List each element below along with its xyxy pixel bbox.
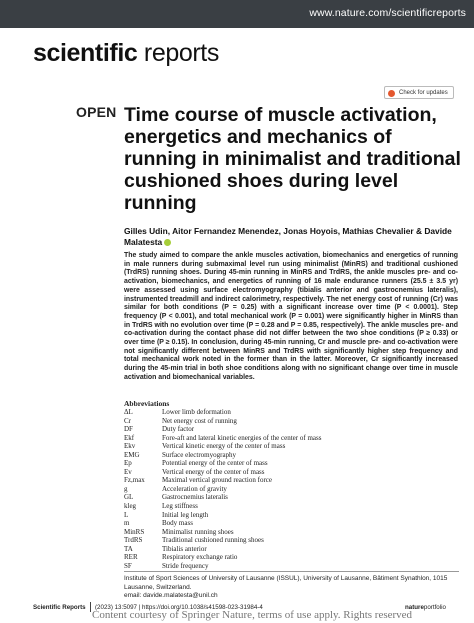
abbreviation-definition: Minimalist running shoes: [162, 527, 234, 536]
crossmark-icon: [388, 90, 395, 97]
abbreviation-definition: Traditional cushioned running shoes: [162, 536, 264, 545]
abbreviation-term: Ekv: [124, 442, 136, 451]
abbreviation-row: [124, 408, 424, 417]
abbreviation-row: [124, 493, 424, 502]
abbreviation-row: [124, 451, 424, 460]
abbreviation-term: g: [124, 484, 128, 493]
abbreviation-definition: Gastrocnemius lateralis: [162, 493, 228, 502]
abbreviations-list: [124, 408, 424, 570]
abbreviation-term: GL: [124, 493, 134, 502]
orcid-icon[interactable]: [164, 239, 171, 246]
abbreviation-definition: Vertical kinetic energy of the center of mass: [162, 442, 286, 451]
abbreviation-term: Fz,max: [124, 476, 145, 485]
abbreviation-definition: Respiratory exchange ratio: [162, 553, 238, 562]
abbreviation-term: MinRS: [124, 527, 145, 536]
abbreviation-term: Ep: [124, 459, 132, 468]
abbreviation-term: Cr: [124, 416, 131, 425]
abbreviation-row: [124, 434, 424, 443]
abbreviation-term: SF: [124, 561, 132, 570]
open-access-label: OPEN: [76, 104, 117, 120]
abbreviation-definition: Duty factor: [162, 425, 195, 434]
abbreviation-definition: Surface electromyography: [162, 450, 237, 459]
abbreviation-definition: Leg stiffness: [162, 502, 198, 511]
abbreviation-row: [124, 553, 424, 562]
abbreviation-definition: Acceleration of gravity: [162, 484, 227, 493]
abbreviation-term: EMG: [124, 450, 140, 459]
abbreviation-definition: Body mass: [162, 519, 193, 528]
abbreviation-definition: Tibialis anterior: [162, 544, 207, 553]
abbreviation-term: L: [124, 510, 129, 519]
corresponding-email[interactable]: email: davide.malatesta@unil.ch: [124, 592, 218, 599]
check-for-updates-button[interactable]: Check for updates: [384, 86, 454, 99]
abbreviation-definition: Vertical energy of the center of mass: [162, 467, 265, 476]
abbreviation-row: [124, 417, 424, 426]
abbreviation-definition: Lower limb deformation: [162, 408, 231, 416]
abbreviation-term: TA: [124, 544, 133, 553]
abbreviation-row: [124, 476, 424, 485]
abbreviation-row: [124, 459, 424, 468]
journal-logo[interactable]: scientific reports: [33, 39, 219, 67]
article-title: Time course of muscle activation, energetics and mechanics of running in minimalist and traditional cushioned shoes during level running: [124, 104, 461, 214]
abbreviation-definition: Stride frequency: [162, 561, 209, 570]
publisher-logo: natureportfolio: [405, 604, 446, 611]
abbreviation-row: [124, 528, 424, 537]
abbreviation-row: [124, 502, 424, 511]
abbreviation-definition: Maximal vertical ground reaction force: [162, 476, 273, 485]
abbreviation-term: m: [124, 519, 130, 528]
abbreviation-row: [124, 519, 424, 528]
top-bar: [0, 0, 474, 28]
abbreviation-row: [124, 468, 424, 477]
abbreviation-term: Ev: [124, 467, 132, 476]
abbreviation-row: [124, 562, 424, 571]
abbreviation-term: kleg: [124, 502, 137, 511]
footer-journal: Scientific Reports: [33, 604, 86, 611]
watermark: Content courtesy of Springer Nature, terms of use apply. Rights reserved: [92, 609, 413, 621]
journal-url[interactable]: www.nature.com/scientificreports: [309, 7, 466, 19]
abbreviation-row: [124, 485, 424, 494]
abbreviation-term: RER: [124, 553, 138, 562]
footer-divider: [90, 602, 91, 612]
author-list: Gilles Udin, Aitor Fernandez Menendez, Jonas Hoyois, Mathias Chevalier & Davide Malatesta: [124, 226, 452, 247]
footer-citation[interactable]: (2023) 13:5097 | https://doi.org/10.1038/s41598-023-31984-4: [95, 604, 263, 611]
abbreviation-term: DF: [124, 425, 133, 434]
affiliation: Institute of Sport Sciences of University of Lausanne (ISSUL), University of Lausanne, Bâtiment Synathlon, 1015 Lausanne, Switzerland. email: davide.malatesta@unil.ch: [124, 571, 459, 601]
abbreviation-term: ΔL: [124, 408, 133, 416]
abbreviation-definition: Fore-aft and lateral kinetic energies of the center of mass: [162, 433, 322, 442]
abbreviation-definition: Net energy cost of running: [162, 416, 237, 425]
abstract: The study aimed to compare the ankle muscles activation, biomechanics and energetics of running in male runners during submaximal level run using minimalist (MinRS) and traditional cushioned (TrdRS) running shoes. During 45-min running in MinRS and TrdRS, the ankle muscles pre- and co-activation, biomechanics, and energetics of running of 16 male endurance runners (25.5 ± 3.5 yr) were assessed using surface electromyography (tibialis anterior and gastrocnemius lateralis), instrumented treadmill and indirect calorimetry, respectively. The net energy cost of running (Cr) was similar for both conditions (P = 0.25) with a significant increase over time (P < 0.0001). Step frequency (P < 0.001), and total mechanical work (P = 0.001) were significantly higher in MinRS than in TrdRS with no evolution over time (P = 0.28 and P = 0.85, respectively). The ankle muscles pre- and co-activation during the contact phase did not differ between the two shoe conditions (P ≥ 0.33) or over time (P ≥ 0.15). In conclusion, during 45-min running, Cr and muscle pre- and co-activation were not significantly different between MinRS and TrdRS with significantly higher step frequency and total mechanical work noted in the former than in the latter. Moreover, Cr significantly increased during the 45-min trial in both shoe conditions along with no significant change over time in muscle activation and biomechanical variables.: [124, 252, 458, 381]
abbreviation-term: TrdRS: [124, 536, 143, 545]
abbreviation-row: [124, 511, 424, 520]
abbreviation-definition: Potential energy of the center of mass: [162, 459, 268, 468]
abbreviation-row: [124, 442, 424, 451]
abbreviation-row: [124, 425, 424, 434]
abbreviation-row: [124, 545, 424, 554]
abbreviation-row: [124, 536, 424, 545]
abbreviation-term: Ekf: [124, 433, 135, 442]
abbreviations-heading: Abbreviations: [124, 399, 170, 408]
abbreviation-definition: Initial leg length: [162, 510, 209, 519]
